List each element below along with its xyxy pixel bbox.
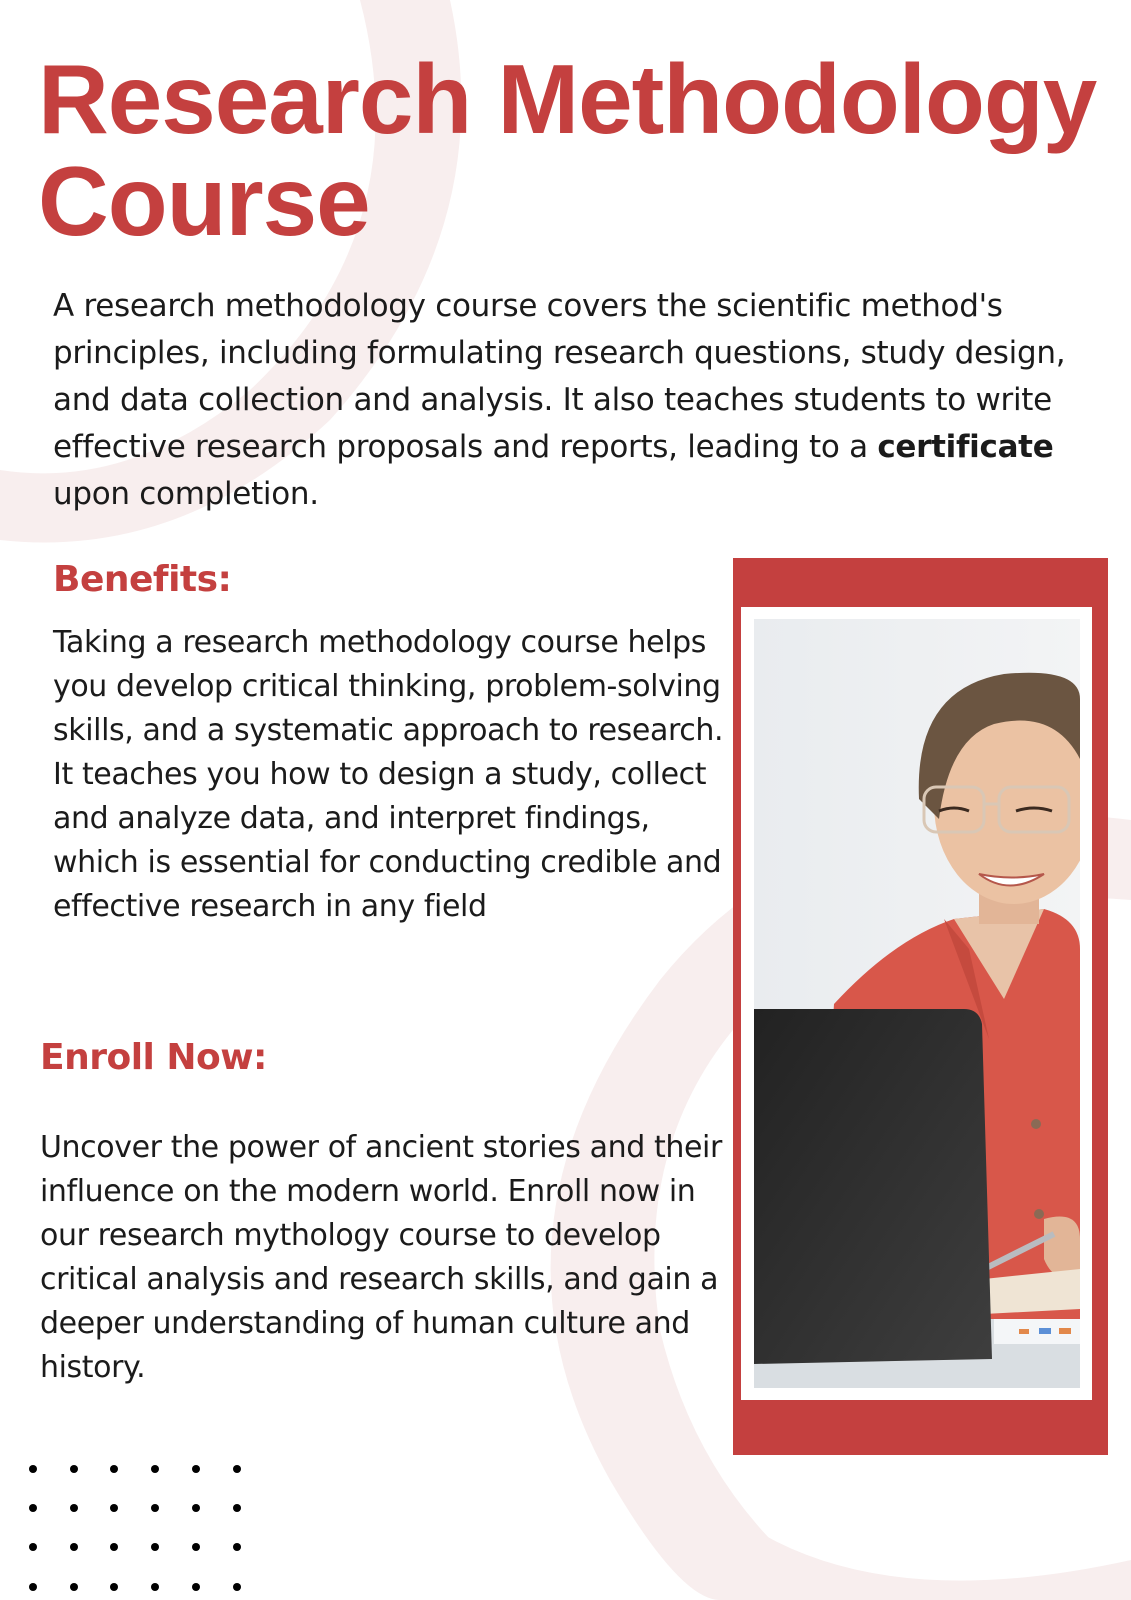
intro-text-before: A research methodology course covers the scientific method's principles, including formulating research questions, study design, and data collection and analysis. It also teaches students to write effective research proposals and reports, leading to a bbox=[53, 288, 1066, 465]
intro-bold-word: certificate bbox=[877, 429, 1054, 465]
bottom-right-arc bbox=[720, 1505, 1131, 1600]
photo-mat bbox=[741, 607, 1092, 1400]
enroll-heading: Enroll Now: bbox=[40, 1037, 267, 1078]
student-illustration bbox=[754, 619, 1080, 1388]
dot-grid-decoration bbox=[0, 1440, 260, 1600]
benefits-paragraph: Taking a research methodology course helps you develop critical thinking, problem-solving skills, and a systematic approach to research. It teaches you how to design a study, collect and analyze data, and interpret findings, which is essential for conducting credible and effective research in any field bbox=[53, 625, 724, 924]
student-photo bbox=[754, 619, 1080, 1388]
intro-paragraph bbox=[53, 283, 1073, 518]
benefits-heading: Benefits: bbox=[53, 559, 232, 600]
intro-text-after: upon completion. bbox=[53, 476, 319, 512]
title-line-1: Research Methodology bbox=[38, 44, 1097, 154]
photo-frame bbox=[733, 558, 1108, 1455]
enroll-paragraph: Uncover the power of ancient stories and their influence on the modern world. Enroll now in our research mythology course to develop critical analysis and research skills, and gain a deeper understanding of human culture and history. bbox=[40, 1130, 722, 1385]
page-title bbox=[38, 44, 1118, 256]
title-line-2: Course bbox=[38, 146, 370, 256]
